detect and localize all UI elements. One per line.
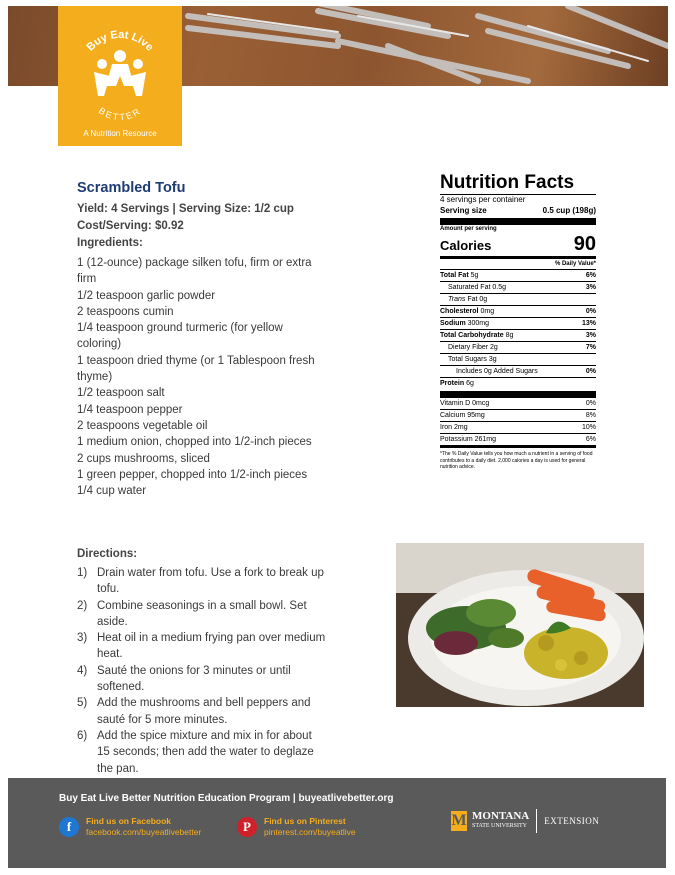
ingredient-item: 1/4 cup water: [77, 485, 147, 498]
vitamin-row: [440, 433, 596, 445]
ingredient-item: 1/4 teaspoon pepper: [77, 403, 183, 416]
pinterest-link[interactable]: [237, 816, 356, 838]
amount-label: Amount per serving: [440, 226, 497, 232]
program-line: Buy Eat Live Better Nutrition Education Program | buyeatlivebetter.org: [59, 793, 394, 804]
servings-line: [440, 195, 596, 205]
vitamin-label: Vitamin D 0mcg: [440, 400, 490, 407]
nutrient-label: Sodium: [440, 320, 466, 327]
vitamin-label: Potassium 261mg: [440, 436, 497, 443]
ingredient-item: 1/2 teaspoon garlic powder: [77, 289, 216, 302]
nutrient-label: Saturated Fat: [448, 284, 491, 291]
step-text: Combine seasonings in a small bowl. Set aside.: [97, 599, 307, 628]
nutrient-label: Total Fat: [440, 272, 469, 279]
ingredient-item: 1 medium onion, chopped into 1/2-inch pieces: [77, 436, 312, 449]
msu-name: MONTANA: [472, 810, 530, 822]
msu-m-icon: M: [451, 812, 467, 829]
svg-text:Buy Eat Live: [85, 29, 156, 54]
nutrient-dv: 0%: [585, 368, 596, 375]
nutrient-amount: 0.5g: [492, 284, 506, 291]
step-text: Add the spice mixture and mix in for about 15 seconds; then add the water to deglaze the pan.: [97, 729, 314, 775]
step-number: 4): [77, 664, 88, 677]
direction-step: [77, 695, 327, 728]
vitamin-dv: 8%: [585, 412, 596, 419]
ingredient-item: 1 (12-ounce) package silken tofu, firm or extra firm: [77, 257, 312, 286]
amount-per-serving: [440, 225, 596, 234]
recipe-title: Scrambled Tofu: [77, 180, 186, 196]
nutrient-amount: 3g: [488, 356, 497, 363]
pinterest-icon: P: [237, 817, 257, 837]
nutrient-label: Total Sugars: [448, 356, 487, 363]
logo-line-1: Buy Eat Live: [84, 28, 156, 54]
ingredient-item: 2 teaspoons cumin: [77, 305, 174, 318]
calories-label: Calories: [440, 238, 492, 253]
direction-step: [77, 598, 327, 631]
dv-header-text: % Daily Value*: [554, 261, 596, 267]
directions-heading: Directions:: [77, 548, 138, 560]
calories-value: 90: [573, 233, 596, 255]
nutrient-dv: 13%: [581, 320, 596, 327]
logo-caption: A Nutrition Resource: [83, 129, 157, 138]
msu-sub: STATE UNIVERSITY: [472, 823, 528, 829]
nutrient-label: Protein: [440, 380, 465, 387]
step-number: 1): [77, 567, 88, 579]
facebook-link[interactable]: [59, 816, 201, 838]
nutrient-label: Total Carbohydrate: [440, 332, 504, 339]
ingredient-item: 1/2 teaspoon salt: [77, 387, 165, 400]
nutrient-label-rest: Fat 0g: [467, 296, 488, 303]
pinterest-url[interactable]: pinterest.com/buyeatlive: [264, 827, 356, 837]
direction-step: [77, 663, 327, 696]
vitamin-label: Iron 2mg: [440, 424, 468, 431]
nutrient-dv: 0%: [585, 308, 596, 315]
vitamin-row: [440, 398, 596, 409]
direction-step: [77, 565, 327, 598]
nutrient-row: [440, 365, 596, 377]
logo-line-2: BETTER: [96, 105, 144, 123]
ingredient-item: 1 teaspoon dried thyme (or 1 Tablespoon fresh thyme): [77, 354, 315, 384]
extension-label: EXTENSION: [544, 816, 600, 826]
step-number: 2): [77, 599, 88, 612]
step-text: Sauté the onions for 3 minutes or until softened.: [97, 664, 291, 694]
nutrient-dv: 6%: [585, 272, 596, 279]
nutrient-row: [440, 269, 596, 281]
step-text: Add the mushrooms and bell peppers and sauté for 5 more minutes.: [97, 697, 311, 726]
msu-extension-logo: [451, 809, 599, 833]
nutrient-dv: 3%: [585, 332, 596, 339]
nutrient-dv: 3%: [585, 284, 596, 291]
servings-text: 4 servings per container: [440, 195, 526, 204]
nutrient-label: Includes 0g Added Sugars: [456, 368, 538, 375]
nutrient-row: [440, 341, 596, 353]
vitamin-row: [440, 421, 596, 433]
nutrient-row: [440, 329, 596, 341]
ingredients-list: [77, 255, 327, 499]
nutrient-row: [440, 317, 596, 329]
ingredient-item: 1/4 teaspoon ground turmeric (for yellow coloring): [77, 322, 283, 351]
step-text: Drain water from tofu. Use a fork to break up tofu.: [97, 567, 324, 596]
directions-list: [77, 565, 327, 777]
nutrient-row: [440, 281, 596, 293]
ingredient-item: 2 cups mushrooms, sliced: [77, 452, 210, 465]
serving-size-label: Serving size: [440, 206, 487, 215]
nutrition-title: Nutrition Facts: [440, 172, 575, 193]
brand-logo: [58, 6, 182, 146]
footer: [8, 778, 666, 868]
nutrient-amount: 5g: [470, 272, 479, 279]
serving-size-row: [440, 205, 596, 216]
vitamin-dv: 6%: [585, 436, 596, 443]
nutrient-amount: 6g: [466, 380, 474, 387]
direction-step: [77, 728, 327, 777]
nutrient-label: Trans: [448, 296, 466, 303]
vitamin-dv: 10%: [581, 424, 596, 431]
nutrient-row: [440, 377, 596, 389]
vitamin-label: Calcium 95mg: [440, 412, 485, 419]
facebook-url[interactable]: facebook.com/buyeatlivebetter: [86, 827, 202, 837]
calories-row: [440, 234, 596, 254]
nutrient-row: [440, 353, 596, 365]
nutrient-row: [440, 293, 596, 305]
logo-figures-icon: [58, 6, 182, 146]
step-number: 6): [77, 729, 88, 742]
yield-line: Yield: 4 Servings | Serving Size: 1/2 cup: [77, 203, 294, 215]
nutrition-facts-label: [440, 172, 596, 471]
nutrient-amount: 300mg: [467, 320, 490, 327]
dv-header: [440, 259, 596, 269]
nutrient-dv: 7%: [585, 344, 596, 351]
nutrient-amount: 0mg: [480, 308, 495, 315]
vitamin-dv: 0%: [585, 400, 596, 407]
facebook-heading: Find us on Facebook: [86, 816, 172, 826]
serving-size-value: 0.5 cup (198g): [542, 206, 596, 215]
nutrient-amount: 2g: [490, 344, 498, 351]
logo-divider: [536, 809, 537, 833]
facebook-icon: f: [59, 817, 79, 837]
direction-step: [77, 630, 327, 663]
svg-text:BETTER: [97, 106, 143, 123]
ingredient-item: 1 green pepper, chopped into 1/2-inch pieces: [77, 468, 308, 481]
nutrient-label: Cholesterol: [440, 308, 479, 315]
vitamin-row: [440, 409, 596, 421]
step-number: 5): [77, 697, 88, 710]
pinterest-heading: Find us on Pinterest: [264, 816, 346, 826]
dish-photo: [396, 543, 644, 707]
ingredients-heading: Ingredients:: [77, 237, 143, 249]
ingredient-item: 2 teaspoons vegetable oil: [77, 419, 208, 432]
nutrient-label: Dietary Fiber: [448, 344, 489, 351]
step-number: 3): [77, 632, 88, 645]
cost-line: Cost/Serving: $0.92: [77, 220, 184, 232]
step-text: Heat oil in a medium frying pan over medium heat.: [97, 632, 326, 661]
nutrition-footnote: *The % Daily Value tells you how much a nutrient in a serving of food contributes to a daily diet. 2,000 calories a day is used for general nutrition advice.: [440, 451, 593, 470]
nutrient-row: [440, 305, 596, 317]
nutrient-amount: 8g: [505, 332, 514, 339]
plate-illustration: [396, 543, 644, 707]
